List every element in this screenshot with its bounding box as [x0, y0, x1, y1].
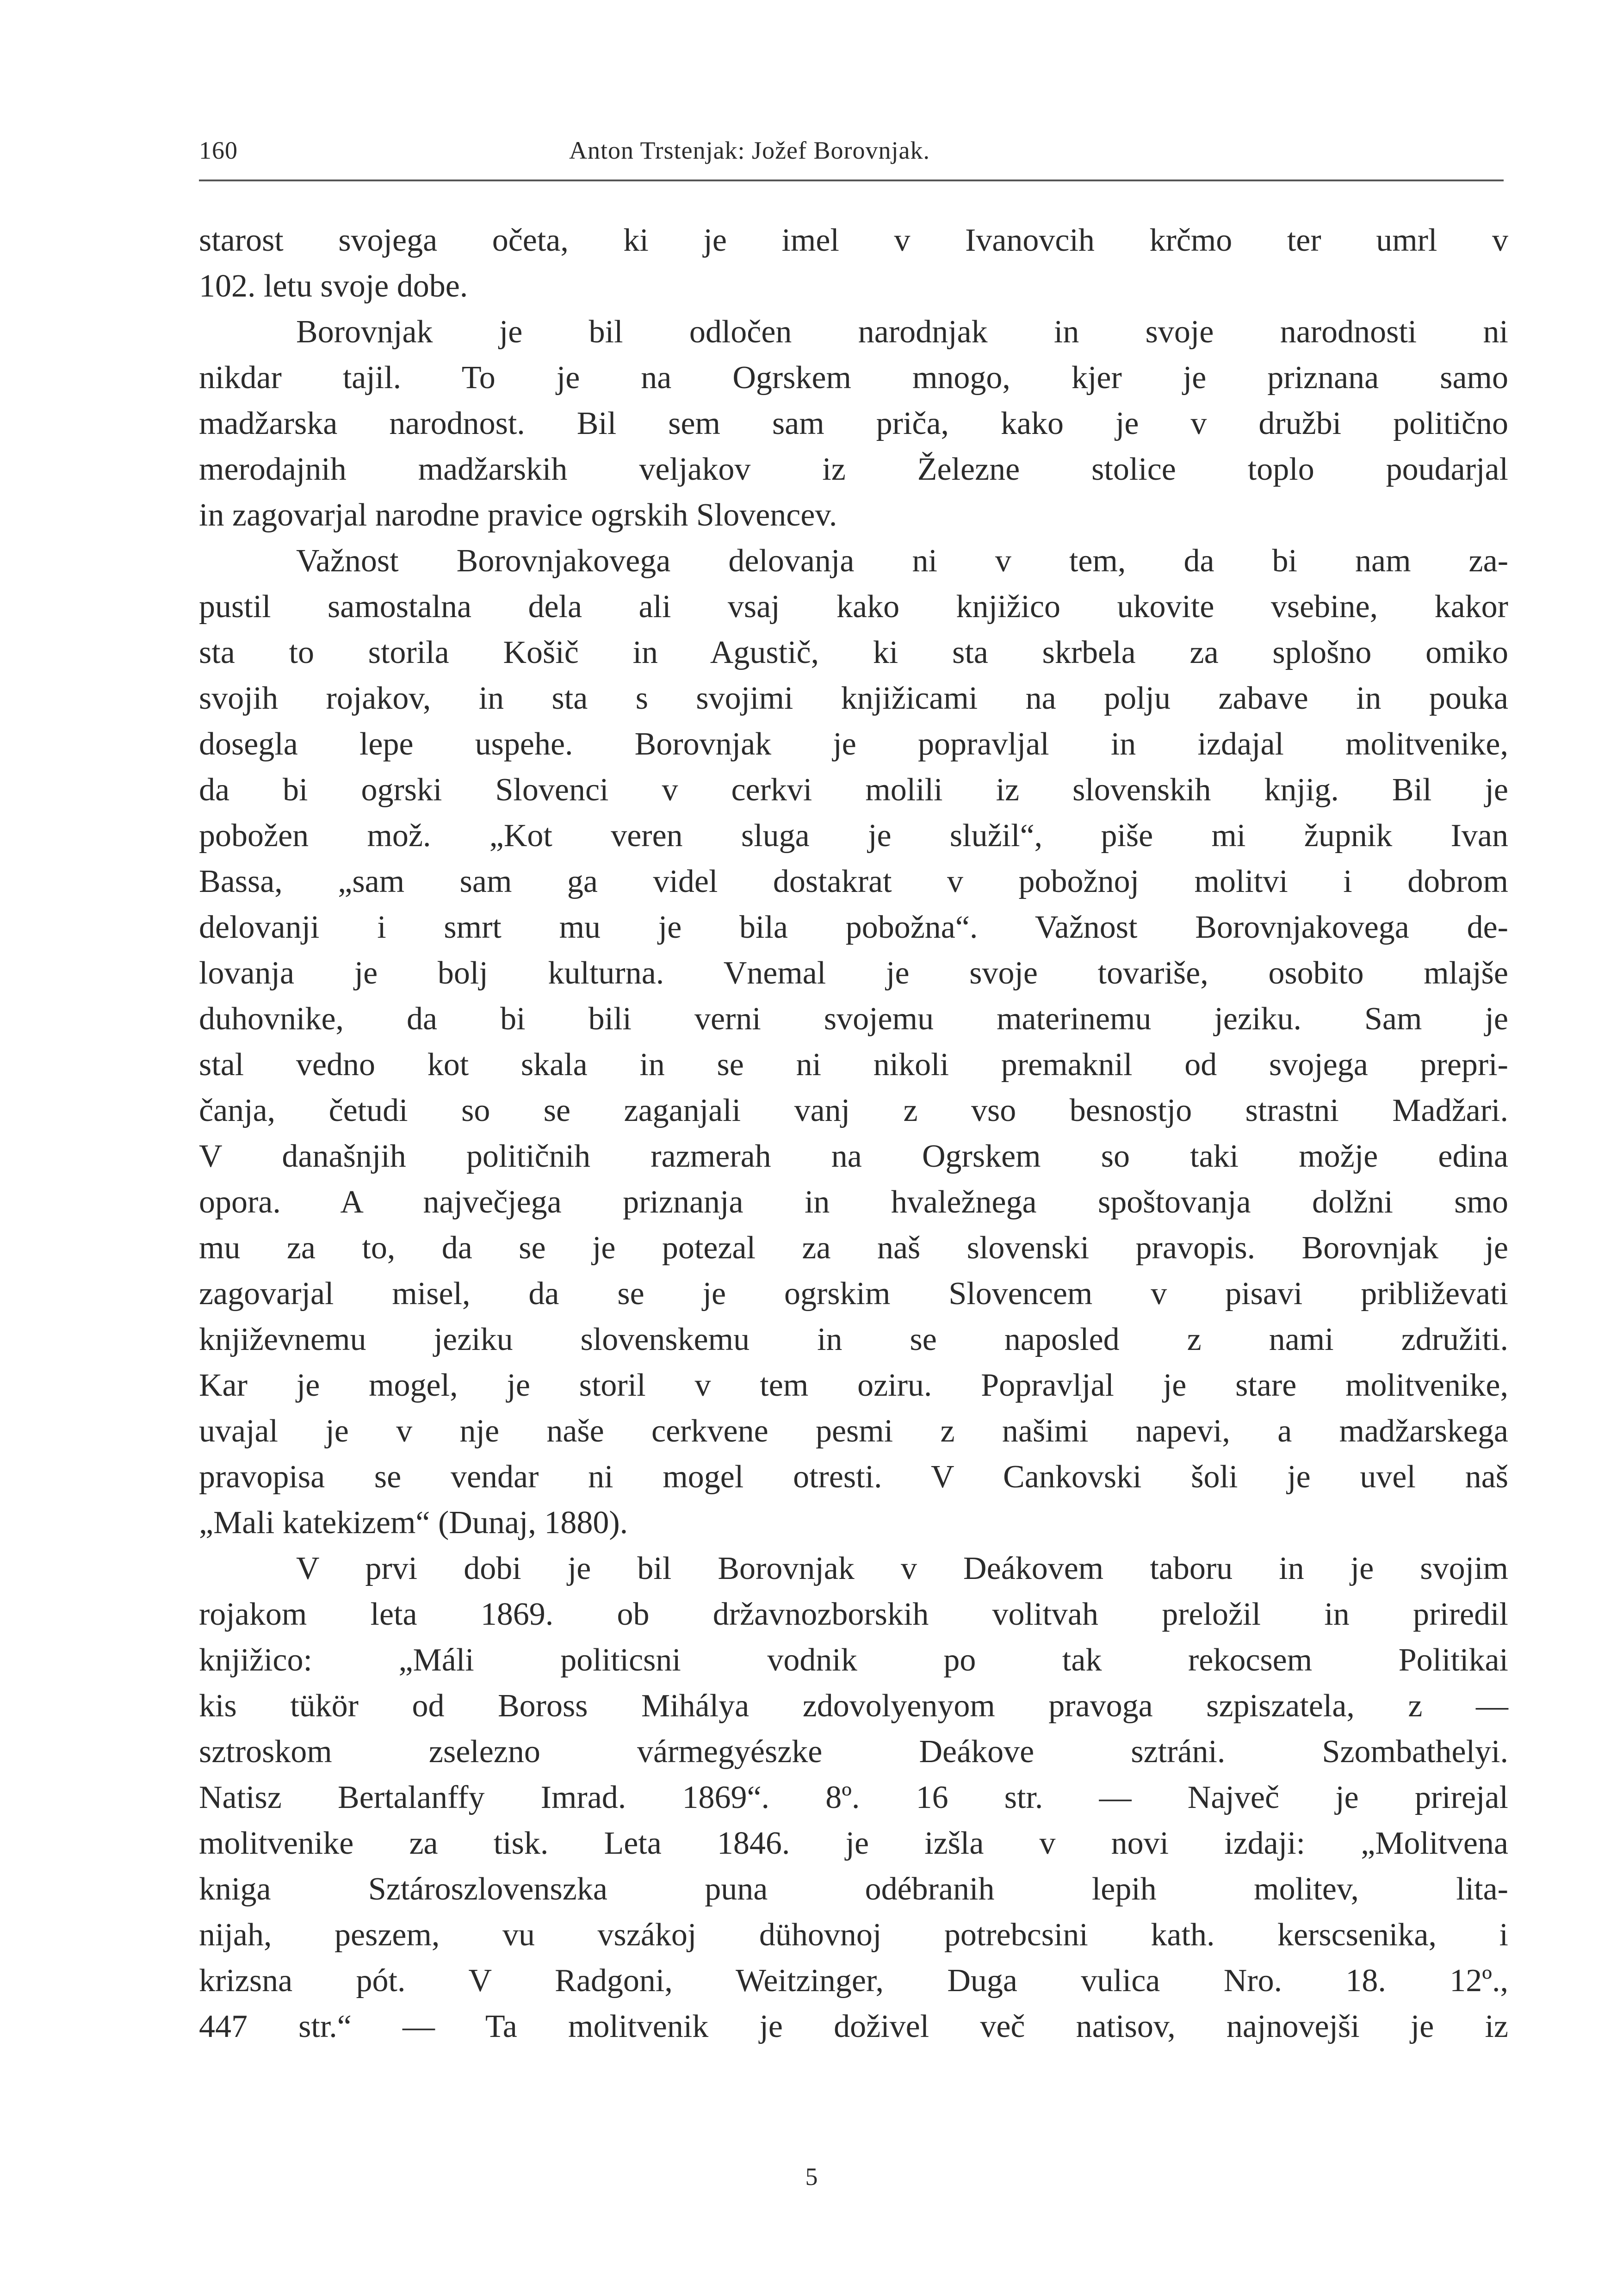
text-line: da bi ogrski Slovenci v cerkvi molili iz slovenskih knjig. Bil je — [199, 772, 1508, 808]
text-line: književnemu jeziku slovenskemu in se naposled z nami združiti. — [199, 1322, 1508, 1357]
text-line: delovanji i smrt mu je bila pobožna“. Važnost Borovnjakovega de- — [199, 910, 1508, 945]
text-line: rojakom leta 1869. ob državnozborskih volitvah preložil in priredil — [199, 1597, 1508, 1632]
text-line: krizsna pót. V Radgoni, Weitzinger, Duga vulica Nro. 18. 12º., — [199, 1963, 1508, 1999]
text-line: zagovarjal misel, da se je ogrskim Slovencem v pisavi približevati — [199, 1276, 1508, 1312]
text-line: Natisz Bertalanffy Imrad. 1869“. 8º. 16 str. — Največ je prirejal — [199, 1780, 1508, 1815]
text-line: svojih rojakov, in sta s svojimi knjižicami na polju zabave in pouka — [199, 681, 1508, 716]
text-line: 447 str.“ — Ta molitvenik je doživel več natisov, najnovejši je iz — [199, 2009, 1508, 2044]
text-line: nijah, peszem, vu vszákoj dühovnoj potrebcsini kath. kerscsenika, i — [199, 1917, 1508, 1953]
text-line: stal vedno kot skala in se ni nikoli premaknil od svojega prepri- — [199, 1047, 1508, 1083]
text-line: Važnost Borovnjakovega delovanja ni v tem, da bi nam za- — [296, 543, 1508, 579]
text-line: duhovnike, da bi bili verni svojemu materinemu jeziku. Sam je — [199, 1001, 1508, 1037]
header-rule — [199, 179, 1504, 181]
text-line: merodajnih madžarskih veljakov iz Železne stolice toplo poudarjal — [199, 452, 1508, 487]
text-line: knjižico: „Máli politicsni vodnik po tak rekocsem Politikai — [199, 1642, 1508, 1678]
running-head — [199, 132, 1504, 169]
text-line: V današnjih političnih razmerah na Ogrskem so taki možje edina — [199, 1139, 1508, 1174]
text-line: sztroskom zselezno vármegyészke Deákove sztráni. Szombathelyi. — [199, 1734, 1508, 1770]
text-line: in zagovarjal narodne pravice ogrskih Slovencev. — [199, 497, 837, 533]
text-line: pravopisa se vendar ni mogel otresti. V Cankovski šoli je uvel naš — [199, 1459, 1508, 1495]
text-line: molitvenike za tisk. Leta 1846. je izšla v novi izdaji: „Molitvena — [199, 1826, 1508, 1861]
text-line: V prvi dobi je bil Borovnjak v Deákovem taboru in je svojim — [296, 1551, 1508, 1586]
text-line: Borovnjak je bil odločen narodnjak in svoje narodnosti ni — [296, 314, 1508, 350]
text-line: pobožen mož. „Kot veren sluga je služil“, piše mi župnik Ivan — [199, 818, 1508, 854]
footer-page-number: 5 — [805, 2163, 818, 2191]
text-line: madžarska narodnost. Bil sem sam priča, kako je v družbi politično — [199, 406, 1508, 441]
text-line: Bassa, „sam sam ga videl dostakrat v pobožnoj molitvi i dobrom — [199, 864, 1508, 899]
text-line: kis tükör od Boross Mihálya zdovolyenyom pravoga szpiszatela, z — — [199, 1688, 1508, 1724]
text-line: nikdar tajil. To je na Ogrskem mnogo, kjer je priznana samo — [199, 360, 1508, 396]
text-line: 102. letu svoje dobe. — [199, 268, 468, 304]
text-line: uvajal je v nje naše cerkvene pesmi z našimi napevi, a madžarskega — [199, 1413, 1508, 1449]
body-text — [199, 217, 1508, 2049]
text-line: sta to storila Košič in Agustič, ki sta skrbela za splošno omiko — [199, 635, 1508, 670]
text-line: čanja, četudi so se zaganjali vanj z vso besnostjo strastni Madžari. — [199, 1093, 1508, 1128]
text-line: kniga Sztároszlovenszka puna odébranih lepih molitev, lita- — [199, 1871, 1508, 1907]
text-line: pustil samostalna dela ali vsaj kako knjižico ukovite vsebine, kakor — [199, 589, 1508, 625]
text-line: opora. A največjega priznanja in hvaležnega spoštovanja dolžni smo — [199, 1184, 1508, 1220]
header-title: Anton Trstenjak: Jožef Borovnjak. — [569, 136, 930, 164]
text-line: „Mali katekizem“ (Dunaj, 1880). — [199, 1505, 628, 1541]
text-line: dosegla lepe uspehe. Borovnjak je popravljal in izdajal molitvenike, — [199, 726, 1508, 762]
text-line: starost svojega očeta, ki je imel v Ivanovcih krčmo ter umrl v — [199, 223, 1508, 258]
text-line: lovanja je bolj kulturna. Vnemal je svoje tovariše, osobito mlajše — [199, 955, 1508, 991]
text-line: Kar je mogel, je storil v tem oziru. Popravljal je stare molitvenike, — [199, 1368, 1508, 1403]
text-line: mu za to, da se je potezal za naš slovenski pravopis. Borovnjak je — [199, 1230, 1508, 1266]
header-page-number: 160 — [199, 136, 238, 164]
